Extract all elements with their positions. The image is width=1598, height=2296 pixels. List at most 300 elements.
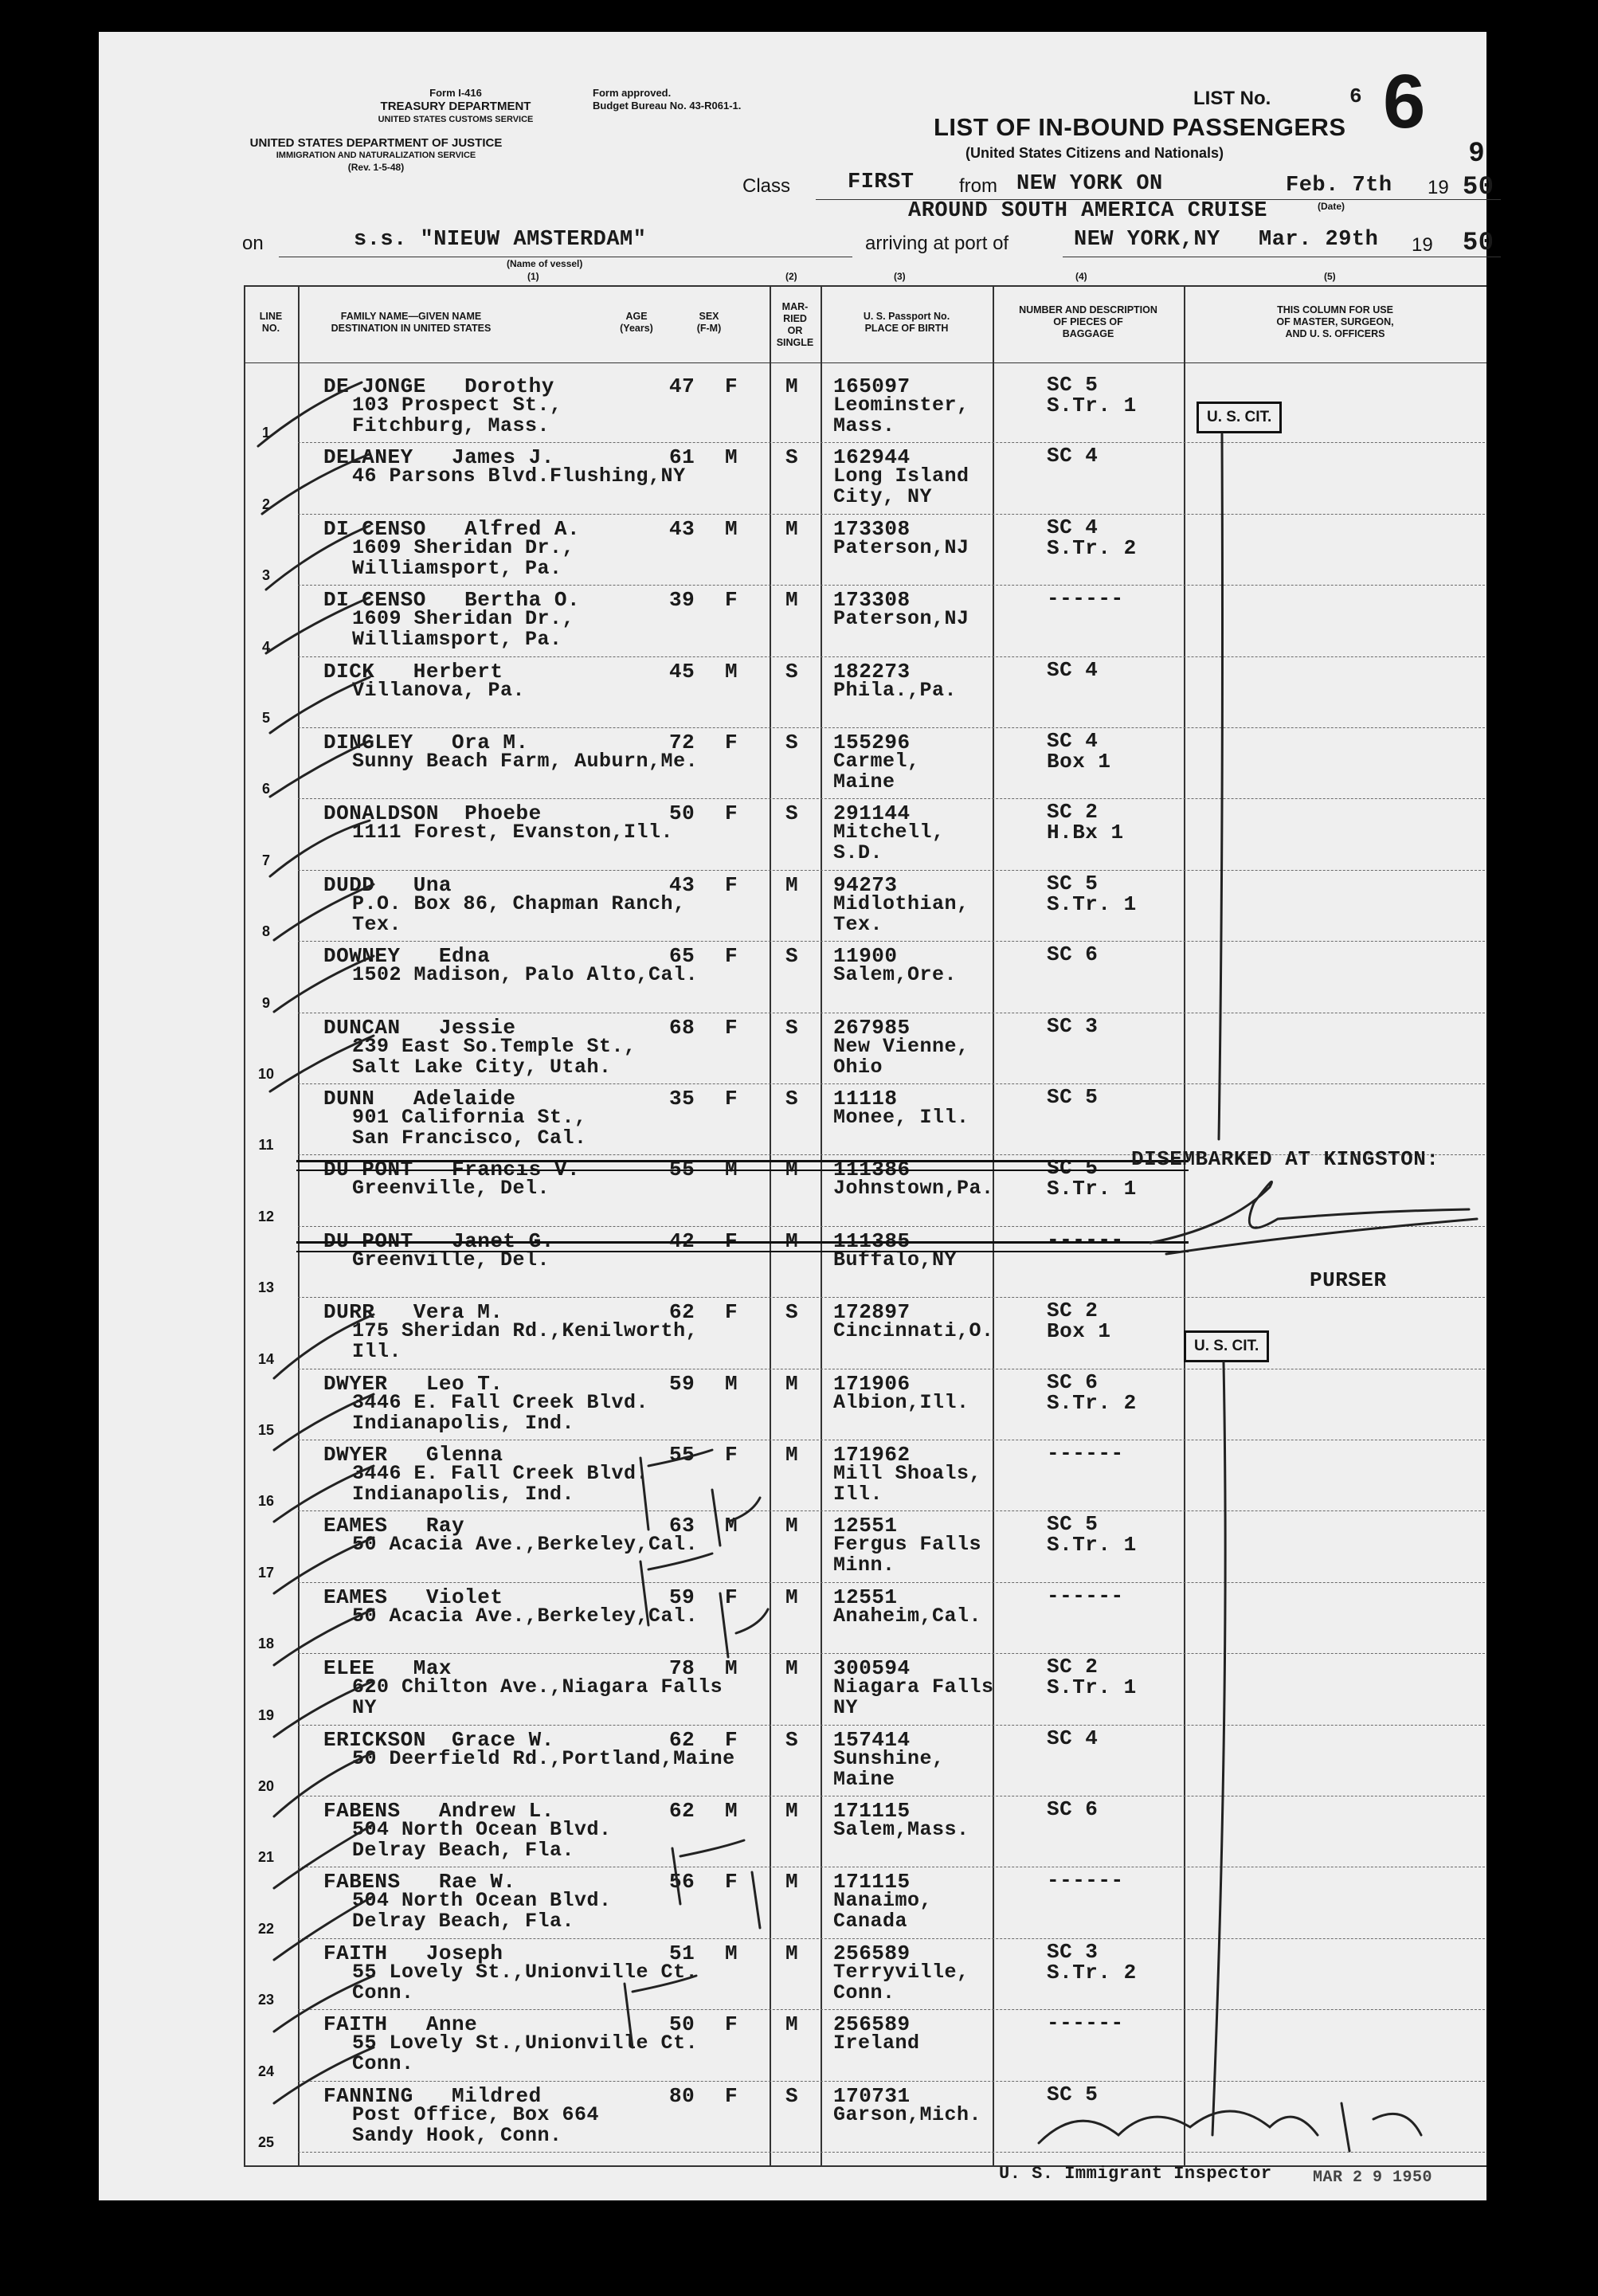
passenger-age: 55 [669, 1443, 695, 1467]
passenger-marital: S [785, 1087, 799, 1111]
baggage-description: ------ [1047, 1227, 1124, 1252]
check-mark [274, 1681, 374, 1737]
line-number: 21 [257, 1849, 275, 1866]
form-revision: (Rev. 1-5-48) [347, 162, 405, 173]
passport-number: 155296 [833, 731, 911, 754]
passenger-address: 50 Acacia Ave.,Berkeley,Cal. [352, 1533, 699, 1557]
passenger-marital: M [785, 1870, 799, 1894]
passenger-name: DUNCAN Jessie [323, 1015, 516, 1040]
place-of-birth: Garson,Mich. [833, 2102, 982, 2126]
check-mark [274, 1466, 374, 1522]
date-note: (Date) [1318, 201, 1345, 212]
line-number: 3 [261, 567, 270, 584]
passenger-marital: S [785, 944, 799, 969]
passenger-age: 68 [669, 1015, 695, 1040]
passenger-address: 239 East So.Temple St., Salt Lake City, Utah. [352, 1034, 636, 1079]
baggage-description: ------ [1047, 586, 1124, 611]
form-approved: Form approved. [593, 87, 672, 99]
passenger-sex: F [725, 801, 738, 826]
line-number: 1 [261, 425, 270, 441]
baggage-description: SC 5 [1047, 1085, 1099, 1109]
check-mark [274, 1609, 374, 1665]
place-of-birth: Mill Shoals, Ill. [833, 1462, 982, 1506]
passenger-age: 59 [669, 1585, 695, 1609]
budget-bureau: Budget Bureau No. 43-R061-1. [593, 100, 742, 112]
date-from: Feb. 7th [1286, 174, 1392, 198]
check-mark [274, 1896, 374, 1960]
passenger-address: 1502 Madison, Palo Alto,Cal. [352, 963, 699, 987]
passenger-name: FABENS Andrew L. [323, 1799, 554, 1823]
passenger-marital: M [785, 1158, 799, 1182]
line-number: 6 [261, 781, 270, 797]
passenger-sex: F [725, 872, 738, 897]
passport-number: 157414 [833, 1727, 911, 1752]
passenger-age: 72 [669, 731, 695, 754]
passenger-sex: M [725, 1799, 738, 1823]
place-of-birth: Nanaimo, Canada [833, 1889, 933, 1934]
justice-dept: UNITED STATES DEPARTMENT OF JUSTICE [249, 136, 503, 150]
initials-mark [672, 1840, 760, 1928]
passenger-sex: M [725, 1371, 738, 1396]
passport-number: 162944 [833, 445, 911, 470]
line-number: 9 [261, 994, 270, 1011]
passport-number: 300594 [833, 1656, 911, 1681]
header-married: MAR- RIED OR SINGLE [776, 301, 814, 348]
passport-number: 171906 [833, 1371, 911, 1396]
baggage-description: SC 5 S.Tr. 1 [1047, 1512, 1137, 1557]
header-sex: SEX (F-M) [696, 311, 722, 334]
passenger-age: 62 [669, 1727, 695, 1752]
ins-service: IMMIGRATION AND NATURALIZATION SERVICE [276, 151, 476, 160]
place-of-birth: Carmel, Maine [833, 750, 920, 793]
passenger-marital: S [785, 445, 799, 470]
passenger-address: Sunny Beach Farm, Auburn,Me. [352, 750, 699, 773]
passenger-sex: M [725, 1158, 738, 1182]
col-num-3: (3) [894, 271, 906, 282]
passenger-sex: M [725, 516, 738, 541]
list-no-large: 6 [1383, 59, 1426, 144]
passport-number: 170731 [833, 2083, 911, 2108]
check-mark [266, 598, 370, 653]
passenger-name: FAITH Anne [323, 2012, 478, 2037]
arrival-port: NEW YORK,NY [1074, 228, 1220, 252]
passenger-address: 46 Parsons Blvd.Flushing,NY [352, 464, 686, 488]
passenger-name: DUNN Adelaide [323, 1087, 516, 1111]
col-num-4: (4) [1075, 271, 1087, 282]
header-passport: U. S. Passport No. PLACE OF BIRTH [863, 311, 950, 334]
list-no-label: LIST No. [1193, 88, 1271, 109]
purser-signature [1150, 1181, 1477, 1254]
baggage-description: SC 4 [1047, 1726, 1099, 1750]
check-mark [270, 1036, 374, 1091]
baggage-description: ------ [1047, 1441, 1124, 1465]
baggage-description: SC 3 [1047, 1013, 1099, 1038]
passport-number: 267985 [833, 1015, 911, 1040]
line-number: 17 [257, 1564, 275, 1581]
place-of-birth: Phila.,Pa. [833, 678, 958, 702]
list-no-small: 6 [1349, 84, 1363, 108]
passport-number: 165097 [833, 374, 911, 398]
baggage-description: SC 5 [1047, 2082, 1099, 2106]
class-label: Class [742, 175, 791, 197]
check-mark [274, 1753, 374, 1816]
place-of-birth: Ireland [833, 2032, 920, 2055]
place-of-birth: Salem,Ore. [833, 963, 958, 987]
line-number: 20 [257, 1778, 275, 1794]
baggage-description: SC 2 H.Bx 1 [1047, 800, 1124, 845]
passenger-name: EAMES Ray [323, 1514, 465, 1538]
passport-number: 171962 [833, 1443, 911, 1467]
passenger-name: DUDD Una [323, 872, 452, 897]
passenger-address: 901 California St., San Francisco, Cal. [352, 1106, 587, 1150]
passenger-sex: F [725, 2012, 738, 2037]
class-value: FIRST [848, 170, 915, 194]
passport-number: 172897 [833, 1300, 911, 1325]
cruise-name: AROUND SOUTH AMERICA CRUISE [908, 199, 1267, 223]
header-baggage: NUMBER AND DESCRIPTION OF PIECES OF BAGGAGE [1019, 304, 1157, 339]
passenger-age: 80 [669, 2083, 695, 2108]
passport-number: 11900 [833, 944, 898, 969]
from-label: from [959, 175, 997, 197]
passenger-marital: M [785, 516, 799, 541]
form-number: Form I-416 [429, 87, 482, 99]
line-number: 10 [257, 1066, 275, 1082]
from-value: NEW YORK ON [1016, 172, 1163, 196]
passenger-marital: M [785, 588, 799, 613]
passenger-age: 43 [669, 516, 695, 541]
passenger-marital: M [785, 1656, 799, 1681]
passenger-address: 504 North Ocean Blvd. Delray Beach, Fla. [352, 1889, 612, 1934]
passenger-sex: F [725, 1300, 738, 1325]
place-of-birth: Sunshine, Maine [833, 1746, 945, 1791]
passenger-address: Greenville, Del. [352, 1248, 550, 1271]
check-mark [266, 526, 370, 590]
passenger-marital: M [785, 1941, 799, 1965]
passenger-sex: M [725, 1941, 738, 1965]
baggage-description: SC 6 S.Tr. 2 [1047, 1369, 1137, 1415]
passenger-name: ELEE Max [323, 1656, 452, 1681]
on-label: on [242, 233, 264, 254]
year-arrive: 50 [1463, 228, 1494, 257]
passenger-marital: M [785, 2012, 799, 2037]
disembarked-note: DISEMBARKED AT KINGSTON: [1131, 1147, 1439, 1171]
passenger-marital: M [785, 1228, 799, 1253]
place-of-birth: Anaheim,Cal. [833, 1604, 982, 1628]
baggage-description: ------ [1047, 2011, 1124, 2035]
header-name: FAMILY NAME—GIVEN NAME DESTINATION IN UNITED STATES [331, 311, 492, 334]
passenger-name: DONALDSON Phoebe [323, 801, 542, 826]
place-of-birth: New Vienne, Ohio [833, 1034, 969, 1079]
passenger-sex: M [725, 659, 738, 684]
passenger-sex: F [725, 1727, 738, 1752]
passport-number: 171115 [833, 1870, 911, 1894]
passenger-name: DURR Vera M. [323, 1300, 503, 1325]
passport-number: 12551 [833, 1514, 898, 1538]
inspector-label: U. S. Immigrant Inspector [999, 2164, 1272, 2184]
passenger-address: 1111 Forest, Evanston,Ill. [352, 821, 674, 844]
header-line-no: LINE NO. [259, 311, 283, 334]
year-from: 50 [1463, 172, 1494, 202]
passenger-marital: S [785, 659, 799, 684]
check-mark [274, 1394, 374, 1450]
passenger-age: 62 [669, 1300, 695, 1325]
baggage-description: SC 5 S.Tr. 1 [1047, 373, 1137, 417]
vessel-note: (Name of vessel) [507, 258, 583, 269]
passenger-name: EAMES Violet [323, 1585, 503, 1609]
line-number: 12 [257, 1208, 275, 1224]
passenger-sex: F [725, 944, 738, 969]
line-number: 15 [257, 1422, 275, 1438]
place-of-birth: Midlothian, Tex. [833, 891, 969, 936]
passenger-address: P.O. Box 86, Chapman Ranch, Tex. [352, 891, 686, 936]
passenger-address: 50 Deerfield Rd.,Portland,Maine [352, 1746, 735, 1770]
place-of-birth: Niagara Falls NY [833, 1675, 994, 1720]
passenger-name: FAITH Joseph [323, 1941, 503, 1965]
passenger-marital: M [785, 1371, 799, 1396]
initials-mark [640, 1450, 760, 1546]
passenger-marital: S [785, 731, 799, 754]
passenger-sex: F [725, 1870, 738, 1894]
passenger-name: DE JONGE Dorothy [323, 374, 554, 398]
place-of-birth: Albion,Ill. [833, 1390, 969, 1414]
officers-ink-line [1219, 434, 1223, 1139]
passenger-marital: S [785, 1015, 799, 1040]
passenger-marital: M [785, 1443, 799, 1467]
check-mark [274, 2047, 374, 2103]
line-number: 2 [261, 496, 270, 512]
baggage-description: ------ [1047, 1583, 1124, 1608]
passenger-sex: F [725, 1443, 738, 1467]
passenger-address: 175 Sheridan Rd.,Kenilworth, Ill. [352, 1319, 699, 1364]
passenger-name: DOWNEY Edna [323, 944, 491, 969]
passenger-age: 62 [669, 1799, 695, 1823]
baggage-description: SC 6 [1047, 1797, 1099, 1821]
place-of-birth: Leominster, Mass. [833, 394, 969, 437]
line-number: 23 [257, 1992, 275, 2008]
baggage-description: ------ [1047, 1868, 1124, 1893]
passenger-address: Greenville, Del. [352, 1177, 550, 1201]
passenger-sex: M [725, 1514, 738, 1538]
passenger-marital: M [785, 374, 799, 398]
place-of-birth: Long Island City, NY [833, 464, 969, 509]
passport-number: 182273 [833, 659, 911, 684]
passenger-name: DU PONT Francis V. [323, 1158, 581, 1182]
passport-number: 111386 [833, 1158, 911, 1182]
passenger-name: DI CENSO Bertha O. [323, 588, 581, 613]
passenger-age: 50 [669, 801, 695, 826]
passenger-address: Post Office, Box 664 Sandy Hook, Conn. [352, 2102, 600, 2147]
passenger-sex: F [725, 374, 738, 398]
passenger-sex: F [725, 1228, 738, 1253]
customs-service: UNITED STATES CUSTOMS SERVICE [378, 115, 534, 124]
passport-number: 94273 [833, 872, 898, 897]
us-cit-stamp-1: U. S. CIT. [1197, 402, 1282, 433]
passenger-name: DICK Herbert [323, 659, 503, 684]
passenger-address: 103 Prospect St., Fitchburg, Mass. [352, 394, 562, 437]
passport-number: 171115 [833, 1799, 911, 1823]
check-mark [270, 821, 370, 876]
passenger-name: DINGLEY Ora M. [323, 731, 529, 754]
passenger-name: FANNING Mildred [323, 2083, 542, 2108]
col-num-2: (2) [785, 271, 797, 282]
inspector-date: MAR 2 9 1950 [1313, 2169, 1433, 2187]
check-mark [270, 677, 370, 733]
passport-number: 256589 [833, 2012, 911, 2037]
passenger-age: 35 [669, 1087, 695, 1111]
manifest-page [99, 32, 1494, 2200]
passenger-age: 63 [669, 1514, 695, 1538]
passenger-age: 42 [669, 1228, 695, 1253]
passenger-address: Villanova, Pa. [352, 678, 526, 702]
passenger-age: 65 [669, 944, 695, 969]
list-title: LIST OF IN-BOUND PASSENGERS [934, 113, 1346, 141]
passenger-age: 47 [669, 374, 695, 398]
passenger-address: 55 Lovely St.,Unionville Ct. Conn. [352, 2032, 699, 2076]
place-of-birth: Monee, Ill. [833, 1106, 969, 1129]
baggage-description: SC 2 Box 1 [1047, 1299, 1111, 1344]
place-of-birth: Johnstown,Pa. [833, 1177, 994, 1201]
place-of-birth: Cincinnati,O. [833, 1319, 994, 1343]
passport-number: 173308 [833, 588, 911, 613]
us-cit-stamp-2: U. S. CIT. [1184, 1330, 1269, 1362]
year-prefix-from: 19 [1428, 177, 1449, 198]
check-mark [274, 884, 374, 940]
line-number: 24 [257, 2063, 275, 2079]
header-officers: THIS COLUMN FOR USE OF MASTER, SURGEON, AND U. S. OFFICERS [1276, 304, 1394, 339]
col-num-1: (1) [527, 271, 539, 282]
baggage-description: SC 4 [1047, 444, 1099, 468]
check-mark [274, 1538, 374, 1593]
check-mark [274, 1824, 374, 1888]
ink-annotations [99, 32, 1486, 2200]
passenger-address: 1609 Sheridan Dr., Williamsport, Pa. [352, 535, 575, 580]
passport-number: 111385 [833, 1228, 911, 1253]
passenger-name: ERICKSON Grace W. [323, 1727, 554, 1752]
passenger-sex: M [725, 445, 738, 470]
passenger-age: 45 [669, 659, 695, 684]
line-number: 11 [258, 1137, 274, 1154]
check-mark [274, 956, 374, 1012]
line-number: 18 [257, 1636, 275, 1652]
list-no-extra: 9 [1469, 137, 1484, 167]
place-of-birth: Paterson,NJ [833, 535, 969, 559]
passenger-marital: S [785, 1300, 799, 1325]
line-number: 5 [261, 710, 270, 726]
passenger-address: 3446 E. Fall Creek Blvd. Indianapolis, Ind. [352, 1390, 649, 1435]
place-of-birth: Paterson,NJ [833, 607, 969, 631]
year-prefix-arrive: 19 [1412, 234, 1433, 256]
initials-mark [640, 1554, 768, 1657]
place-of-birth: Fergus Falls Minn. [833, 1533, 982, 1577]
passenger-marital: S [785, 1727, 799, 1752]
line-number: 16 [257, 1493, 275, 1510]
passenger-sex: F [725, 588, 738, 613]
passenger-age: 39 [669, 588, 695, 613]
passenger-marital: M [785, 872, 799, 897]
passenger-age: 59 [669, 1371, 695, 1396]
passenger-sex: F [725, 2083, 738, 2108]
arriving-label: arriving at port of [865, 233, 1009, 254]
passenger-age: 56 [669, 1870, 695, 1894]
initials-mark [625, 1976, 696, 2047]
passenger-name: DU PONT Janet G. [323, 1228, 554, 1253]
passenger-sex: F [725, 1087, 738, 1111]
inspector-signature [1039, 2103, 1421, 2151]
baggage-description: SC 4 Box 1 [1047, 729, 1111, 774]
passenger-address: 504 North Ocean Blvd. Delray Beach, Fla. [352, 1818, 612, 1862]
passenger-address: 3446 E. Fall Creek Blvd. Indianapolis, Ind. [352, 1462, 649, 1506]
passenger-sex: F [725, 1015, 738, 1040]
passenger-sex: F [725, 731, 738, 754]
passenger-marital: M [785, 1585, 799, 1609]
line-number: 19 [257, 1706, 275, 1723]
baggage-description: SC 5 S.Tr. 1 [1047, 1156, 1137, 1201]
passenger-name: DELANEY James J. [323, 445, 554, 470]
passenger-address: 620 Chilton Ave.,Niagara Falls NY [352, 1675, 723, 1720]
passenger-age: 50 [669, 2012, 695, 2037]
passport-number: 256589 [833, 1941, 911, 1965]
passenger-name: FABENS Rae W. [323, 1870, 516, 1894]
passport-number: 173308 [833, 516, 911, 541]
line-number: 7 [261, 852, 270, 868]
line-number: 8 [261, 923, 270, 940]
passenger-name: DWYER Leo T. [323, 1371, 503, 1396]
passenger-age: 51 [669, 1941, 695, 1965]
baggage-description: SC 6 [1047, 942, 1099, 967]
check-mark [274, 1315, 374, 1378]
passenger-address: 50 Acacia Ave.,Berkeley,Cal. [352, 1604, 699, 1628]
passenger-address: 1609 Sheridan Dr., Williamsport, Pa. [352, 607, 575, 652]
col-num-5: (5) [1324, 271, 1336, 282]
arrival-date: Mar. 29th [1259, 228, 1379, 252]
line-number: 4 [261, 638, 270, 655]
treasury-dept: TREASURY DEPARTMENT [380, 100, 531, 113]
place-of-birth: Terryville, Conn. [833, 1960, 969, 2004]
check-mark [258, 382, 362, 446]
passenger-marital: M [785, 1514, 799, 1538]
place-of-birth: Buffalo,NY [833, 1248, 958, 1271]
passenger-name: DWYER Glenna [323, 1443, 503, 1467]
passenger-sex: F [725, 1585, 738, 1609]
passenger-age: 43 [669, 872, 695, 897]
purser-label: PURSER [1310, 1268, 1387, 1292]
place-of-birth: Mitchell, S.D. [833, 821, 945, 865]
passenger-name: DI CENSO Alfred A. [323, 516, 581, 541]
passenger-age: 78 [669, 1656, 695, 1681]
place-of-birth: Salem,Mass. [833, 1818, 969, 1841]
passport-number: 12551 [833, 1585, 898, 1609]
passenger-marital: S [785, 801, 799, 826]
passenger-age: 61 [669, 445, 695, 470]
passenger-age: 55 [669, 1158, 695, 1182]
list-subtitle: (United States Citizens and Nationals) [965, 145, 1224, 161]
passenger-address: 55 Lovely St.,Unionville Ct. Conn. [352, 1960, 699, 2004]
officers-ink-line [1212, 1362, 1225, 2135]
check-mark [262, 454, 370, 514]
line-number: 22 [257, 1920, 275, 1937]
baggage-description: SC 4 S.Tr. 2 [1047, 515, 1137, 560]
vessel-name: s.s. "NIEUW AMSTERDAM" [354, 228, 647, 252]
check-mark [270, 741, 370, 797]
baggage-description: SC 4 [1047, 657, 1099, 682]
passport-number: 291144 [833, 801, 911, 826]
passenger-marital: S [785, 2083, 799, 2108]
line-number: 14 [257, 1350, 275, 1367]
header-age: AGE (Years) [620, 311, 653, 334]
check-mark [274, 1976, 374, 2032]
passport-number: 11118 [833, 1087, 898, 1111]
passenger-marital: M [785, 1799, 799, 1823]
